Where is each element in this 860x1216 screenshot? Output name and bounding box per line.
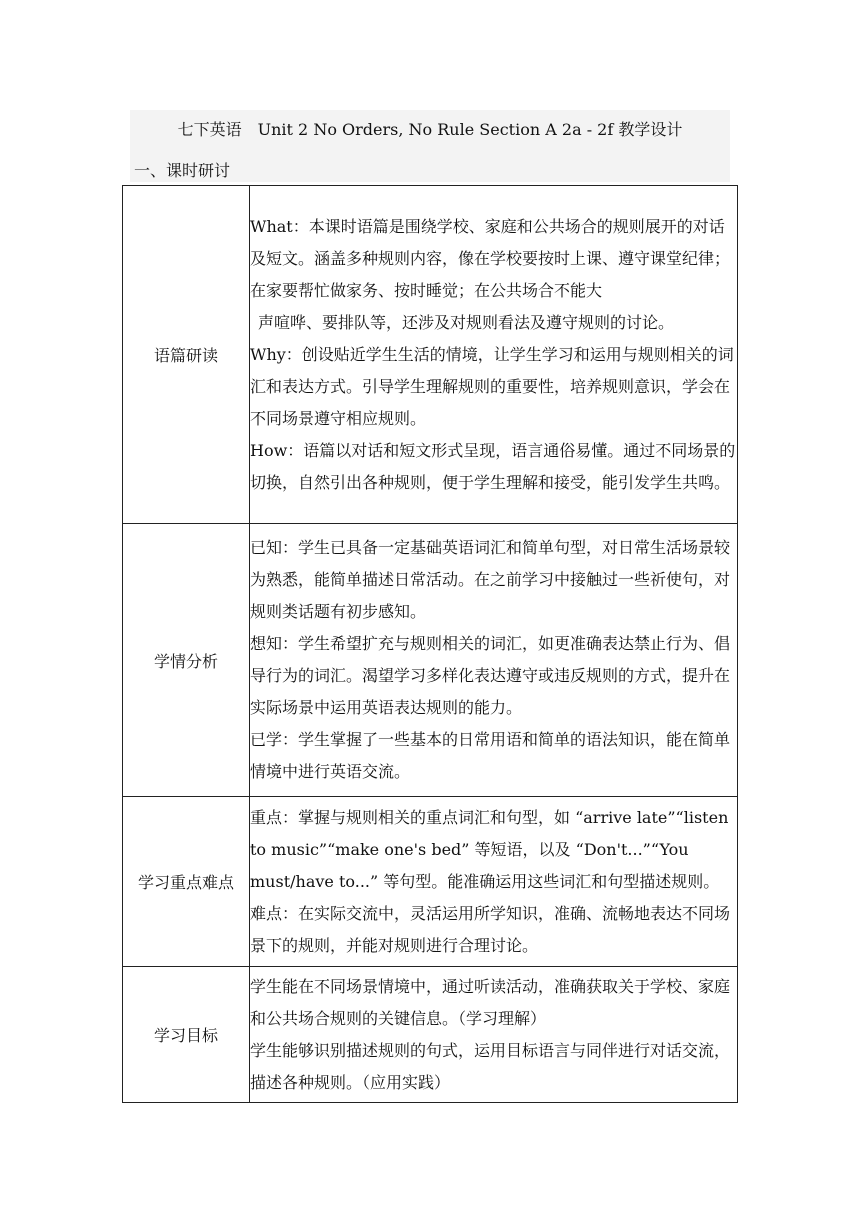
table-row-learner-analysis — [123, 524, 738, 797]
paragraph-objective-2: 学生能够识别描述规则的句式，运用目标语言与同伴进行对话交流，描述各种规则。（应用实践） — [250, 1040, 731, 1092]
paragraph-how: How：语篇以对话和短文形式呈现，语言通俗易懂。通过不同场景的切换，自然引出各种规则，便于学生理解和接受，能引发学生共鸣。 — [250, 440, 736, 492]
row-label-learning-objectives: 学习目标 — [123, 967, 250, 1103]
document-title: 七下英语 Unit 2 No Orders, No Rule Section A 2a - 2f 教学设计 — [177, 120, 683, 139]
row-content-text-analysis — [250, 186, 738, 524]
lesson-design-table — [122, 185, 738, 1103]
row-label-key-difficult-points: 学习重点难点 — [123, 797, 250, 967]
table-row-learning-objectives — [123, 967, 738, 1103]
table-row-key-difficult-points — [123, 797, 738, 967]
table-row-text-analysis — [123, 186, 738, 524]
row-label-text-analysis: 语篇研读 — [123, 186, 250, 524]
row-content-learner-analysis — [250, 524, 738, 797]
paragraph-what: What：本课时语篇是围绕学校、家庭和公共场合的规则展开的对话及短文。涵盖多种规则内容，像在学校要按时上课、遵守课堂纪律；在家要帮忙做家务、按时睡觉；在公共场合不能大 — [250, 216, 731, 300]
paragraph-key-points: 重点：掌握与规则相关的重点词汇和句型，如 “arrive late”“listen to music”“make one's bed” 等短语，以及 “Don't...”“You must/have to...” 等句型。能准确运用这些词汇和句型描述规则。 — [250, 807, 729, 891]
section-heading: 一、课时研讨 — [134, 161, 231, 180]
paragraph-want-to-know: 想知：学生希望扩充与规则相关的词汇，如更准确表达禁止行为、倡导行为的词汇。渴望学习多样化表达遵守或违反规则的方式，提升在实际场景中运用英语表达规则的能力。 — [250, 634, 731, 717]
row-content-key-difficult-points — [250, 797, 738, 967]
paragraph-difficult-points: 难点：在实际交流中，灵活运用所学知识，准确、流畅地表达不同场景下的规则，并能对规则进行合理讨论。 — [250, 903, 731, 955]
row-label-learner-analysis: 学情分析 — [123, 524, 250, 797]
paragraph-known: 已知：学生已具备一定基础英语词汇和简单句型，对日常生活场景较为熟悉，能简单描述日常活动。在之前学习中接触过一些祈使句，对规则类话题有初步感知。 — [250, 538, 731, 621]
paragraph-objective-1: 学生能在不同场景情境中，通过听读活动，准确获取关于学校、家庭和公共场合规则的关键信息。（学习理解） — [250, 976, 731, 1028]
paragraph-what-continued: 声喧哗、要排队等，还涉及对规则看法及遵守规则的讨论。 — [258, 312, 675, 332]
paragraph-learned: 已学：学生掌握了一些基本的日常用语和简单的语法知识，能在简单情境中进行英语交流。 — [250, 730, 731, 781]
row-content-learning-objectives — [250, 967, 738, 1103]
paragraph-why: Why：创设贴近学生生活的情境，让学生学习和运用与规则相关的词汇和表达方式。引导学生理解规则的重要性，培养规则意识，学会在不同场景遵守相应规则。 — [250, 344, 734, 428]
